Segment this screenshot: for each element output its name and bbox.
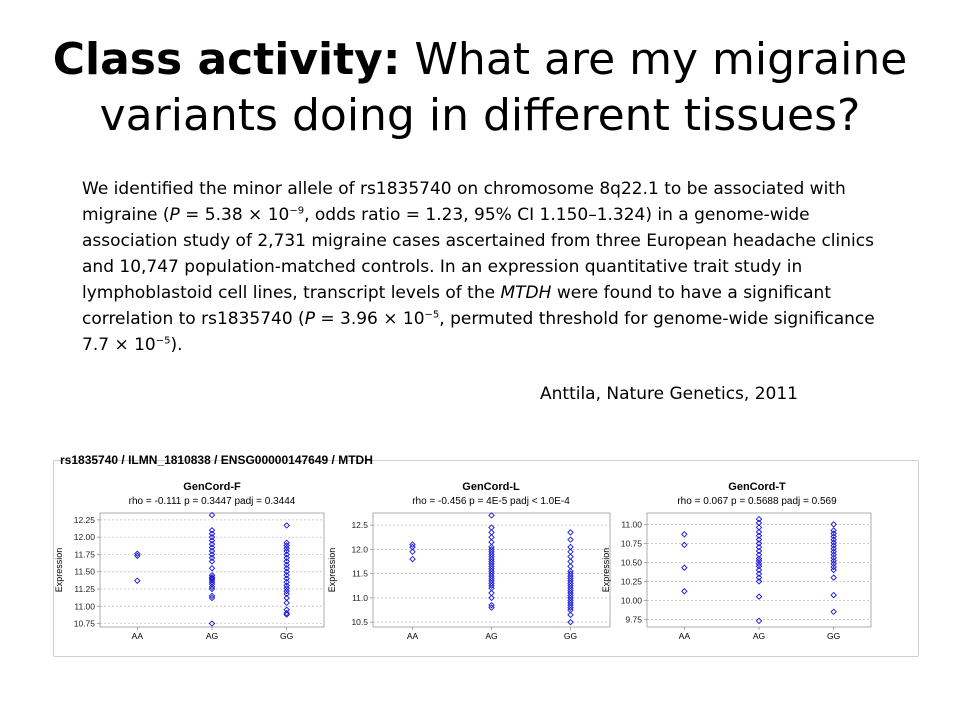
chart-title: GenCord-F <box>183 481 241 493</box>
para-exponent: −9 <box>289 205 305 217</box>
chart-subtitle: rho = -0.456 p = 4E-5 padj < 1.0E-4 <box>412 496 570 507</box>
para-text: = 3.96 × 10 <box>314 309 425 329</box>
para-text: = 5.38 × 10 <box>179 205 290 225</box>
data-point <box>209 545 214 550</box>
data-point <box>831 609 836 614</box>
data-point <box>209 528 214 533</box>
x-tick-label: GG <box>280 631 294 641</box>
chart-title: GenCord-L <box>462 481 520 493</box>
plot-area <box>100 513 324 627</box>
data-point <box>284 579 289 584</box>
y-tick-label: 12.5 <box>351 520 368 531</box>
title-rest: What are my migraine variants doing in different tissues? <box>99 34 908 141</box>
data-point <box>284 559 289 564</box>
data-point <box>209 538 214 543</box>
y-tick-label: 11.00 <box>621 519 642 530</box>
y-tick-label: 10.00 <box>620 595 642 606</box>
para-text: were found to have a significant correlation to rs1835740 ( <box>82 283 831 329</box>
x-tick-label: AG <box>752 631 766 641</box>
data-point <box>284 576 289 581</box>
y-tick-label: 11.75 <box>74 549 95 560</box>
data-point <box>831 592 836 597</box>
para-text: , odds ratio = 1.23, 95% CI 1.150–1.324) in a genome-wide association study of 2,731 migraine cases ascertained from three European headache clinics and 10,747 population-matched controls. In an expression quantitative trait study in lymphoblastoid cell lines, transcript levels of the <box>82 205 874 303</box>
data-point <box>284 566 289 571</box>
data-point <box>135 578 140 583</box>
data-point <box>284 573 289 578</box>
data-point <box>410 556 415 561</box>
data-point <box>284 523 289 528</box>
data-point <box>284 555 289 560</box>
y-tick-label: 11.00 <box>74 601 95 612</box>
y-axis-label: Expression <box>601 547 611 593</box>
y-tick-label: 10.75 <box>620 538 642 549</box>
y-tick-label: 11.0 <box>352 592 368 603</box>
data-point <box>209 555 214 560</box>
data-point <box>489 513 494 518</box>
y-tick-label: 10.50 <box>620 557 642 568</box>
para-text: We identified the minor allele of rs1835740 on chromosome 8q22.1 to be associated with migraine ( <box>82 179 846 225</box>
y-tick-label: 12.0 <box>351 544 368 555</box>
chart-subtitle: rho = 0.067 p = 0.5688 padj = 0.569 <box>677 496 837 507</box>
data-point <box>209 566 214 571</box>
y-tick-label: 11.5 <box>352 568 368 579</box>
para-italic-p: P <box>169 205 180 225</box>
para-exponent: −5 <box>155 335 171 347</box>
data-point <box>568 537 573 542</box>
data-point <box>209 559 214 564</box>
data-point <box>682 589 687 594</box>
y-tick-label: 10.75 <box>73 618 95 629</box>
para-exponent: −5 <box>424 309 440 321</box>
chart-subtitle: rho = -0.111 p = 0.3447 padj = 0.3444 <box>128 496 296 507</box>
x-tick-label: AA <box>406 631 419 641</box>
data-point <box>682 532 687 537</box>
para-text: ). <box>170 335 183 355</box>
figure-title: rs1835740 / ILMN_1810838 / ENSG00000147649 / MTDH <box>60 453 373 467</box>
y-tick-label: 10.5 <box>351 617 368 628</box>
y-tick-label: 11.25 <box>74 584 95 594</box>
y-axis-label: Expression <box>54 547 64 593</box>
title-bold: Class activity: <box>52 34 401 85</box>
data-point <box>831 575 836 580</box>
para-text: , permuted threshold for genome-wide significance 7.7 × 10 <box>82 309 875 355</box>
y-axis-label: Expression <box>327 547 337 593</box>
x-tick-label: AA <box>131 631 144 641</box>
x-tick-label: GG <box>563 631 578 641</box>
x-tick-label: AG <box>205 631 219 641</box>
x-tick-label: GG <box>827 631 841 641</box>
y-tick-label: 12.00 <box>73 532 95 543</box>
data-point <box>209 548 214 553</box>
data-point <box>568 530 573 535</box>
x-tick-label: AG <box>485 631 498 641</box>
chart-title: GenCord-T <box>728 481 786 493</box>
data-point <box>284 562 289 567</box>
y-tick-label: 12.25 <box>73 514 95 525</box>
data-point <box>756 594 761 599</box>
data-point <box>209 531 214 536</box>
data-point <box>209 541 214 546</box>
citation: Anttila, Nature Genetics, 2011 <box>540 384 798 404</box>
para-italic-p: P <box>304 309 315 329</box>
data-point <box>682 565 687 570</box>
y-tick-label: 10.25 <box>620 576 642 587</box>
y-tick-label: 9.75 <box>625 614 642 625</box>
para-gene: MTDH <box>500 283 552 303</box>
x-tick-label: AA <box>678 631 691 641</box>
y-tick-label: 11.50 <box>74 566 95 577</box>
